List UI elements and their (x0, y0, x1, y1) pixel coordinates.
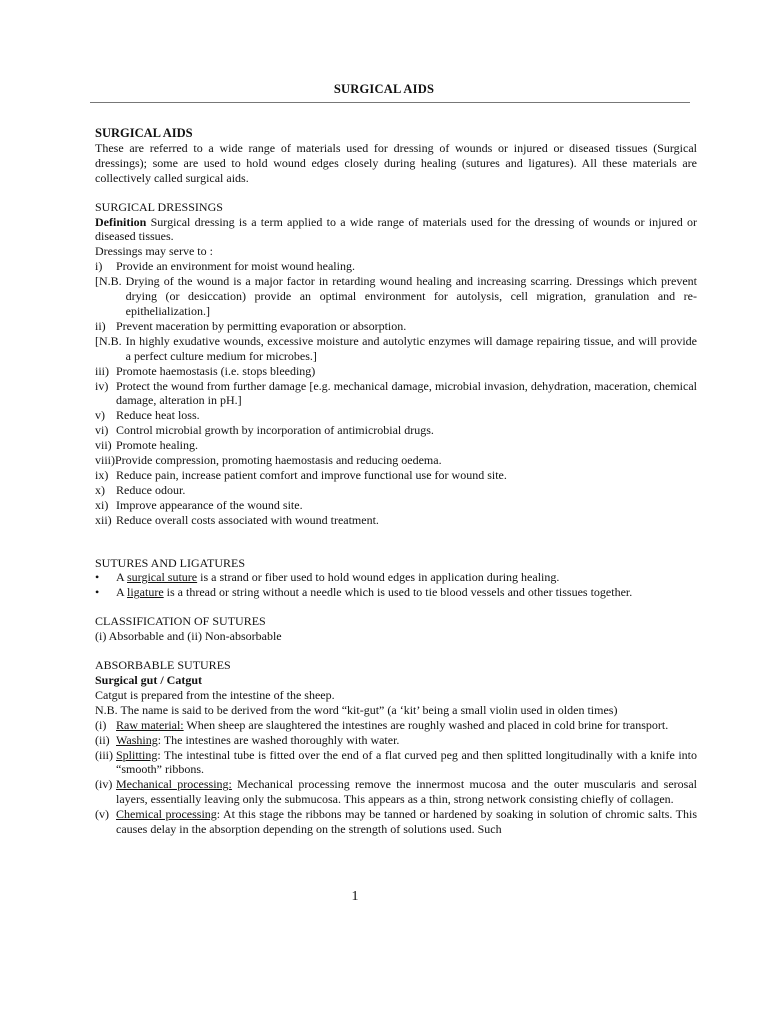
list-item: x) Reduce odour. (95, 482, 186, 497)
list-item: vi) Control microbial growth by incorporation of antimicrobial drugs. (95, 423, 434, 438)
list-item: viii)Provide compression, promoting haemostasis and reducing oedema. (95, 453, 442, 468)
page-header-title: SURGICAL AIDS (333, 82, 435, 96)
spacer (95, 644, 697, 658)
spacer (95, 186, 697, 200)
bullet-item: • A ligature is a thread or string without a needle which is used to tie blood vessels and other tissues together. (95, 585, 633, 600)
definition-paragraph (95, 215, 697, 245)
list-item: iv) Protect the wound from further damage [e.g. mechanical damage, microbial invasion, dehydration, maceration, chemical damage, alteration in pH.] (95, 378, 697, 408)
list-item: (i) Raw material: When sheep are slaughtered the intestines are roughly washed and placed in cold brine for transport. (95, 717, 669, 732)
note-block: [N.B. Drying of the wound is a major factor in retarding wound healing and increasing scarring. Dressings which prevent drying (or desiccation) provide an optimal environment for autolysis, cell migration, granulation and re-epithelialization.] (95, 274, 697, 318)
classification-heading: CLASSIFICATION OF SUTURES (95, 614, 266, 629)
list-item: xi) Improve appearance of the wound site. (95, 497, 303, 512)
spacer (95, 528, 697, 556)
catgut-line: Catgut is prepared from the intestine of the sheep. (95, 687, 335, 702)
dressings-heading: SURGICAL DRESSINGS (95, 199, 223, 214)
catgut-note: N.B. The name is said to be derived from the word “kit-gut” (a ‘kit’ being a small violin used in olden times) (95, 702, 618, 717)
definition-text: Surgical dressing is a term applied to a wide range of materials used for the dressing of wounds or injured or diseased tissues. (95, 214, 697, 244)
term-surgical-suture: surgical suture (127, 570, 198, 585)
absorbable-heading: ABSORBABLE SUTURES (95, 658, 231, 673)
catgut-subheading: Surgical gut / Catgut (95, 673, 203, 687)
list-item: (iv) Mechanical processing: Mechanical processing remove the innermost mucosa and the outer muscularis and serosal layers, essentially leaving only the submucosa. This appears as a thin, strong network consisting chiefly of collagen. (95, 777, 698, 807)
intro-text: These are referred to a wide range of materials used for dressing of wounds or injured or diseased tissues (Surgical dressings); some are used to hold wound edges closely during healing (sutures and ligatures). All these materials are collectively called surgical aids. (95, 140, 697, 185)
classification-text: (i) Absorbable and (ii) Non-absorbable (95, 629, 282, 644)
term-ligature: ligature (127, 585, 164, 600)
list-item: ix) Reduce pain, increase patient comfort and improve functional use for wound site. (95, 467, 507, 482)
note-block: [N.B. In highly exudative wounds, excessive moisture and autolytic enzymes will damage repairing tissue, and will provide a perfect culture medium for microbes.] (95, 333, 697, 363)
list-item: i) Provide an environment for moist wound healing. (95, 259, 355, 274)
list-item: (v) Chemical processing: At this stage the ribbons may be tanned or hardened by soaking in solution of chromic salts. This causes delay in the absorption depending on the strength of solutions used. Such (95, 807, 697, 837)
intro-heading: SURGICAL AIDS (95, 126, 193, 140)
list-item: vii) Promote healing. (95, 438, 198, 453)
list-item: ii) Prevent maceration by permitting evaporation or absorption. (95, 318, 407, 333)
sutures-heading: SUTURES AND LIGATURES (95, 555, 246, 570)
list-item: xii) Reduce overall costs associated with wound treatment. (95, 512, 379, 527)
list-item: (iii) Splitting: The intestinal tube is fitted over the end of a flat curved peg and then splitted longitudinally with a knife into “smooth” ribbons. (95, 747, 697, 777)
bullet-icon: • (95, 585, 100, 600)
bullet-icon: • (95, 570, 100, 585)
bullet-item: • A surgical suture is a strand or fiber used to hold wound edges in application during healing. (95, 570, 560, 585)
header-rule (90, 102, 690, 103)
list-item: v) Reduce heat loss. (95, 408, 200, 423)
serve-to-line: Dressings may serve to : (95, 244, 213, 259)
spacer (95, 600, 697, 614)
list-item: (ii) Washing: The intestines are washed thoroughly with water. (95, 732, 400, 747)
page-number: 1 (351, 889, 359, 904)
document-body (95, 126, 697, 837)
list-item: iii) Promote haemostasis (i.e. stops bleeding) (95, 363, 316, 378)
definition-label: Definition (95, 214, 147, 229)
